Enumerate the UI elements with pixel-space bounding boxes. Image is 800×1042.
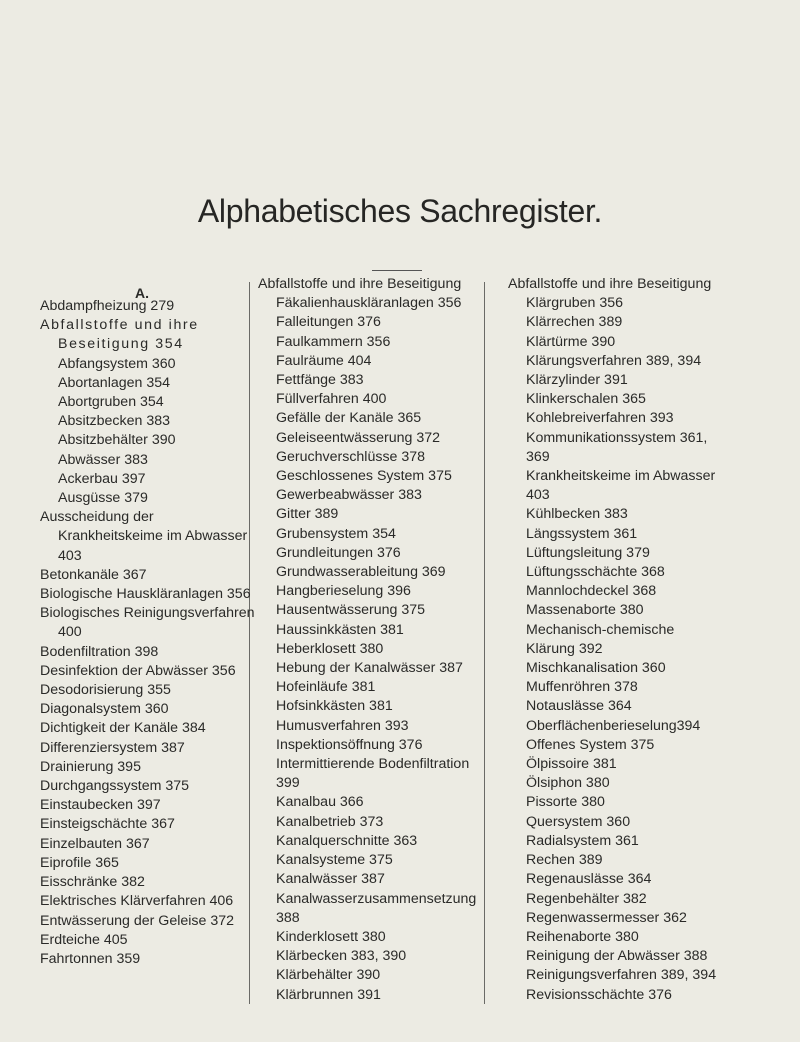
index-entry: Quersystem 360 [526, 813, 631, 830]
index-entry: Regenbehälter 382 [526, 890, 647, 907]
index-entry: Ölpissoire 381 [526, 756, 617, 773]
index-entry: Offenes System 375 [526, 736, 655, 753]
index-entry: Abdampfheizung 279 [40, 298, 175, 314]
index-entry: Klärbrunnen 391 [276, 986, 381, 1003]
index-entry: Abfallstoffe und ihre Beseitigung [258, 276, 462, 292]
index-entry: Kinderklosett 380 [276, 928, 386, 945]
index-entry: Rechen 389 [526, 852, 603, 869]
section-letter: A. [135, 285, 149, 301]
index-entry: Revisionsschächte 376 [526, 986, 672, 1003]
index-entry: Klärgruben 356 [526, 295, 624, 312]
index-entry: Klärzylinder 391 [526, 372, 628, 389]
index-entry: Längssystem 361 [526, 525, 638, 542]
index-entry: Hofsinkkästen 381 [276, 698, 393, 715]
index-entry: Faulräume 404 [276, 352, 372, 369]
index-entry: Kanalbetrieb 373 [276, 813, 384, 830]
index-entry: Abfallstoffe und ihre Beseitigung [508, 276, 712, 292]
index-entry: Grubensystem 354 [276, 525, 396, 542]
index-entry: Dichtigkeit der Kanäle 384 [40, 720, 206, 737]
index-entry: Hausentwässerung 375 [276, 602, 426, 619]
index-entry: Lüftungsleitung 379 [526, 544, 650, 561]
index-entries-2 [258, 275, 477, 1005]
index-entry: Falleitungen 376 [276, 314, 381, 331]
index-entry: Humusverfahren 393 [276, 717, 409, 734]
index-entry: Entwässerung der Geleise 372 [40, 912, 235, 929]
index-entry: Klärrechen 389 [526, 314, 623, 331]
index-entry: Reinigungsverfahren 389, 394 [526, 967, 717, 984]
column-divider-2 [484, 282, 485, 1004]
index-entry: Klärbehälter 390 [276, 967, 381, 984]
index-entry: Notauslässe 364 [526, 698, 632, 715]
index-entry: Geruchverschlüsse 378 [276, 448, 426, 465]
index-entry: Hebung der Kanalwässer 387 [276, 660, 463, 677]
index-entry: Abfallstoffe und ihre Beseitigung 354 [40, 317, 199, 353]
index-entry: Klärtürme 390 [526, 333, 616, 350]
index-entry: Ausgüsse 379 [58, 490, 148, 507]
index-entry: Regenwassermesser 362 [526, 909, 687, 926]
index-entry: Intermittierende Bodenfiltration 399 [276, 756, 470, 792]
index-entry: Eisschränke 382 [40, 874, 145, 891]
index-entry: Differenziersystem 387 [40, 739, 185, 756]
index-entry: Reihenaborte 380 [526, 928, 639, 945]
index-entry: Krankheitskeime im Abwasser 403 [526, 468, 716, 504]
index-entry: Klärungsverfahren 389, 394 [526, 352, 702, 369]
index-entry: Kanalwasserzusammensetzung 388 [276, 890, 477, 926]
index-entry: Lüftungsschächte 368 [526, 564, 665, 581]
index-entry: Desinfektion der Abwässer 356 [40, 662, 236, 679]
index-entry: Grundleitungen 376 [276, 544, 401, 561]
index-entry: Gewerbeabwässer 383 [276, 487, 422, 504]
index-entry: Biologische Hauskläranlagen 356 [40, 586, 251, 603]
index-entry: Ausscheidung der Krankheitskeime im Abwasser 403 [40, 509, 248, 564]
index-entry: Kanalquerschnitte 363 [276, 832, 418, 849]
index-entry: Mechanisch-chemische Klärung 392 [526, 621, 675, 657]
index-entry: Geleiseentwässerung 372 [276, 429, 441, 446]
index-entry: Inspektionsöffnung 376 [276, 736, 423, 753]
index-entry: Kanalsysteme 375 [276, 852, 393, 869]
index-entry: Kühlbecken 383 [526, 506, 628, 523]
index-entry: Hangberieselung 396 [276, 583, 411, 600]
index-entry: Grundwasserableitung 369 [276, 564, 446, 581]
index-entry: Abfangsystem 360 [58, 355, 176, 372]
index-entry: Haussinkkästen 381 [276, 621, 404, 638]
index-entry: Radialsystem 361 [526, 832, 639, 849]
index-entry: Mannlochdeckel 368 [526, 583, 657, 600]
index-entry: Fahrtonnen 359 [40, 950, 141, 967]
index-entry: Abortanlagen 354 [58, 374, 171, 391]
index-entry: Biologisches Reinigungsverfahren 400 [40, 605, 255, 641]
index-entry: Drainierung 395 [40, 758, 141, 775]
index-entry: Einstaubecken 397 [40, 797, 161, 814]
index-entry: Geschlossenes System 375 [276, 468, 452, 485]
index-entry: Ackerbau 397 [58, 470, 146, 487]
index-entry: Hofeinläufe 381 [276, 679, 376, 696]
index-entry: Elektrisches Klärverfahren 406 [40, 893, 234, 910]
index-entry: Betonkanäle 367 [40, 566, 147, 583]
index-entry: Faulkammern 356 [276, 333, 391, 350]
index-entry: Einsteigschächte 367 [40, 816, 175, 833]
index-entry: Desodorisierung 355 [40, 682, 171, 699]
index-entry: Füllverfahren 400 [276, 391, 387, 408]
index-entry: Eiprofile 365 [40, 854, 119, 871]
index-entry: Kanalwässer 387 [276, 871, 385, 888]
index-entry: Heberklosett 380 [276, 640, 384, 657]
index-entry: Oberflächenberieselung394 [526, 717, 701, 734]
index-entry: Durchgangssystem 375 [40, 778, 190, 795]
index-entry: Regenauslässe 364 [526, 871, 652, 888]
index-entry: Kommunikationssystem 361, 369 [526, 429, 708, 465]
index-entries-1 [40, 297, 255, 969]
index-entry: Absitzbehälter 390 [58, 432, 176, 449]
index-entry: Fäkalienhauskläranlagen 356 [276, 295, 462, 312]
index-entry: Gitter 389 [276, 506, 339, 523]
index-entry: Klärbecken 383, 390 [276, 948, 407, 965]
index-entry: Muffenröhren 378 [526, 679, 638, 696]
index-entries-3 [508, 275, 723, 1005]
index-entry: Abortgruben 354 [58, 394, 164, 411]
index-entry: Diagonalsystem 360 [40, 701, 169, 718]
page-title: Alphabetisches Sachregister. [197, 193, 603, 229]
index-entry: Absitzbecken 383 [58, 413, 170, 430]
index-entry: Kanalbau 366 [276, 794, 364, 811]
title-rule [372, 270, 422, 271]
index-entry: Mischkanalisation 360 [526, 660, 666, 677]
index-entry: Reinigung der Abwässer 388 [526, 948, 708, 965]
index-entry: Fettfänge 383 [276, 372, 364, 389]
index-entry: Massenaborte 380 [526, 602, 644, 619]
index-entry: Einzelbauten 367 [40, 835, 150, 852]
index-entry: Bodenfiltration 398 [40, 643, 159, 660]
index-entry: Abwässer 383 [58, 451, 148, 468]
index-entry: Pissorte 380 [526, 794, 605, 811]
index-entry: Ölsiphon 380 [526, 775, 610, 792]
index-entry: Erdteiche 405 [40, 931, 128, 948]
index-entry: Klinkerschalen 365 [526, 391, 646, 408]
index-entry: Gefälle der Kanäle 365 [276, 410, 422, 427]
index-entry: Kohlebreiverfahren 393 [526, 410, 674, 427]
